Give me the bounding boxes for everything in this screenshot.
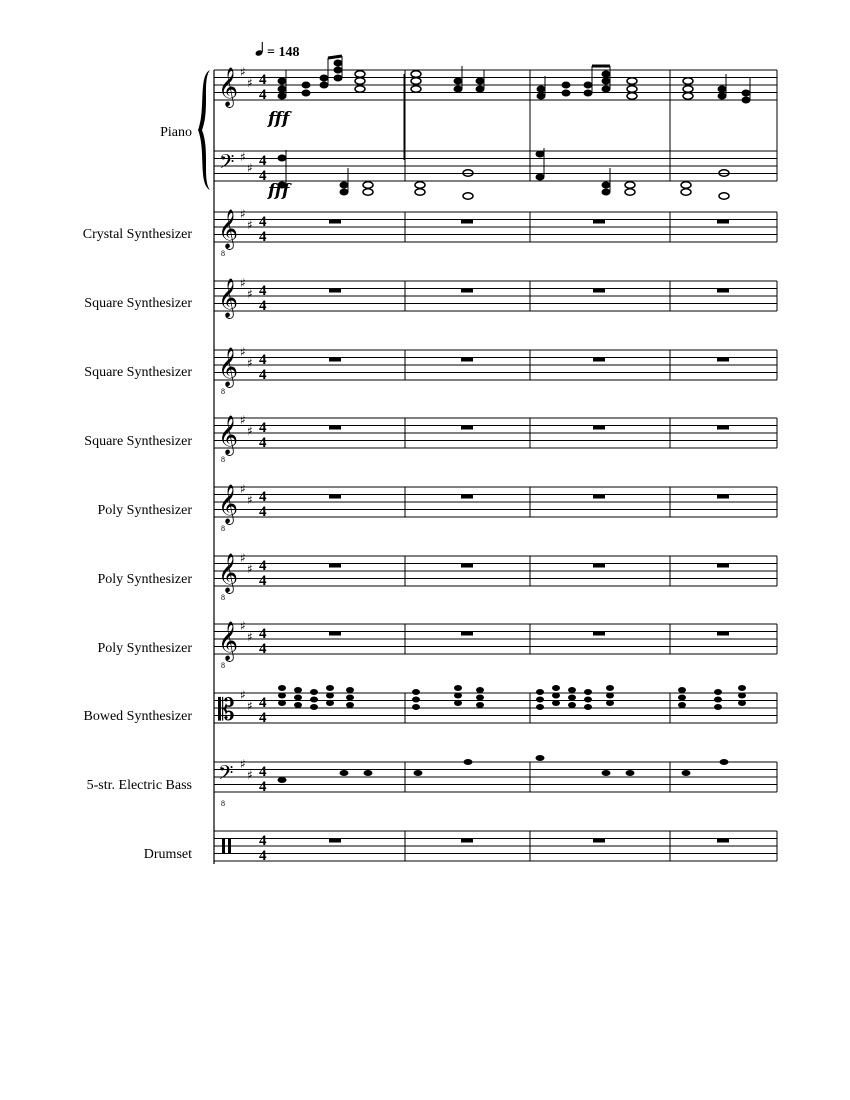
time-signature-top: 4 <box>259 626 267 642</box>
percussion-clef-icon <box>228 839 231 853</box>
note-head <box>714 697 722 703</box>
sharp-icon: ♯ <box>240 482 246 496</box>
time-signature-bottom: 4 <box>259 367 267 383</box>
time-signature-bottom: 4 <box>259 710 267 726</box>
time-signature-bottom: 4 <box>259 641 267 657</box>
instrument-label: Square Synthesizer <box>84 365 192 380</box>
note-head <box>738 685 746 691</box>
sharp-icon: ♯ <box>240 413 246 427</box>
treble-clef-icon: 𝄞 <box>218 67 239 107</box>
sharp-icon: ♯ <box>247 218 253 232</box>
note-head <box>310 697 318 703</box>
whole-rest-icon <box>461 564 473 568</box>
time-signature-bottom: 4 <box>259 229 267 245</box>
time-signature <box>259 72 267 184</box>
whole-rest-icon <box>593 426 605 430</box>
svg-text:♯: ♯ <box>247 76 253 90</box>
percussion-clef-icon <box>222 839 225 853</box>
octave-marker: 8 <box>221 799 225 808</box>
whole-rest-icon <box>717 220 729 224</box>
staff <box>214 276 777 319</box>
note-head <box>714 689 722 695</box>
whole-rest-icon <box>461 839 473 843</box>
note-head <box>476 695 484 701</box>
treble-clef-icon: 𝄞 <box>218 347 239 387</box>
note-head <box>346 687 354 693</box>
alto-clef-icon: 𝄡 <box>218 693 235 728</box>
whole-rest-icon <box>717 564 729 568</box>
svg-text:♯: ♯ <box>247 161 253 175</box>
note-head <box>552 693 560 699</box>
time-signature-top: 4 <box>259 214 267 230</box>
note-head <box>568 702 576 708</box>
time-signature-top: 4 <box>259 283 267 299</box>
note-head <box>412 689 420 695</box>
bass-clef-icon: 𝄢 <box>219 150 235 178</box>
note-head <box>454 700 462 706</box>
treble-clef-icon: 𝄞 <box>218 553 239 593</box>
treble-clef-icon: 𝄞 <box>218 415 239 455</box>
dynamic-marking: fff <box>268 181 290 201</box>
note-head <box>568 687 576 693</box>
note-head <box>294 695 302 701</box>
note-head <box>568 695 576 701</box>
note-head <box>346 702 354 708</box>
treble-clef-icon: 𝄞 <box>218 484 239 524</box>
staff <box>214 619 777 670</box>
note-head <box>682 770 691 776</box>
whole-rest-icon <box>329 426 341 430</box>
whole-rest-icon <box>593 564 605 568</box>
note-head <box>278 700 286 706</box>
note-head <box>584 697 592 703</box>
instrument-label: Bowed Synthesizer <box>83 709 192 724</box>
staff <box>214 755 777 808</box>
whole-rest-icon <box>461 495 473 499</box>
note-head <box>454 685 462 691</box>
treble-clef-icon: 𝄞 <box>218 621 239 661</box>
sharp-icon: ♯ <box>247 768 253 782</box>
staff <box>214 482 777 533</box>
staff <box>214 551 777 602</box>
note-head <box>738 700 746 706</box>
sharp-icon: ♯ <box>240 276 246 290</box>
svg-text:4: 4 <box>259 72 267 88</box>
whole-rest-icon <box>329 632 341 636</box>
note-head <box>738 693 746 699</box>
whole-rest-icon <box>593 220 605 224</box>
instrument-label: Poly Synthesizer <box>97 641 192 656</box>
whole-rest-icon <box>329 358 341 362</box>
note-head <box>476 702 484 708</box>
staff <box>214 831 777 864</box>
dynamic-marking: fff <box>268 109 290 129</box>
time-signature-top: 4 <box>259 420 267 436</box>
note-head <box>720 759 729 765</box>
sharp-icon: ♯ <box>240 757 246 771</box>
note-head <box>464 759 473 765</box>
note-head <box>278 777 287 783</box>
note-head <box>584 704 592 710</box>
svg-text:4: 4 <box>259 153 267 169</box>
whole-rest-icon <box>329 495 341 499</box>
time-signature-top: 4 <box>259 489 267 505</box>
note-head <box>346 695 354 701</box>
instrument-label: 5-str. Electric Bass <box>86 778 192 793</box>
time-signature-bottom: 4 <box>259 298 267 314</box>
treble-clef-icon: 𝄞 <box>218 209 239 249</box>
whole-rest-icon <box>717 289 729 293</box>
octave-marker: 8 <box>221 661 225 670</box>
note-head <box>584 689 592 695</box>
instrument-staves <box>214 207 777 864</box>
note-head <box>536 697 544 703</box>
note-head <box>606 685 614 691</box>
whole-rest-icon <box>329 220 341 224</box>
time-signature-top: 4 <box>259 352 267 368</box>
note-head <box>326 693 334 699</box>
whole-rest-icon <box>461 220 473 224</box>
note-head <box>326 685 334 691</box>
time-signature-bottom: 4 <box>259 435 267 451</box>
note-head <box>626 770 635 776</box>
note-head <box>552 700 560 706</box>
time-signature-top: 4 <box>259 764 267 780</box>
tempo-marking <box>255 42 300 60</box>
sharp-icon: ♯ <box>247 699 253 713</box>
bass-clef-icon: 𝄢 <box>218 761 234 789</box>
piano-treble-notes <box>278 56 750 160</box>
whole-rest-icon <box>717 839 729 843</box>
svg-text:♯: ♯ <box>240 150 246 164</box>
sharp-icon: ♯ <box>240 551 246 565</box>
note-head <box>294 687 302 693</box>
note-head <box>310 704 318 710</box>
staff <box>214 685 777 728</box>
sharp-icon: ♯ <box>240 688 246 702</box>
note-head <box>364 770 373 776</box>
note-head <box>278 693 286 699</box>
whole-rest-icon <box>329 564 341 568</box>
sharp-icon: ♯ <box>247 630 253 644</box>
note-head <box>310 689 318 695</box>
note-head <box>536 755 545 761</box>
note-head <box>678 695 686 701</box>
note-head <box>476 687 484 693</box>
note-head <box>552 685 560 691</box>
sharp-icon: ♯ <box>240 207 246 221</box>
sharp-icon: ♯ <box>240 345 246 359</box>
whole-rest-icon <box>593 632 605 636</box>
whole-rest-icon <box>593 495 605 499</box>
note-head <box>340 770 349 776</box>
svg-text:♯: ♯ <box>240 65 246 79</box>
whole-rest-icon <box>329 839 341 843</box>
time-signature-top: 4 <box>259 695 267 711</box>
time-signature-bottom: 4 <box>259 848 267 864</box>
note-head <box>294 702 302 708</box>
octave-marker: 8 <box>221 593 225 602</box>
sharp-icon: ♯ <box>247 424 253 438</box>
octave-marker: 8 <box>221 387 225 396</box>
note-head <box>536 704 544 710</box>
note-head <box>606 700 614 706</box>
whole-rest-icon <box>593 289 605 293</box>
sharp-icon: ♯ <box>240 619 246 633</box>
whole-rest-icon <box>461 426 473 430</box>
tempo-value: = 148 <box>267 45 300 60</box>
quarter-note-icon <box>255 42 264 57</box>
note-head <box>412 697 420 703</box>
whole-rest-icon <box>593 839 605 843</box>
note-head <box>602 770 611 776</box>
note-head <box>678 687 686 693</box>
instrument-label-piano: Piano <box>160 125 192 140</box>
whole-rest-icon <box>717 358 729 362</box>
note-head <box>412 704 420 710</box>
note-head <box>454 693 462 699</box>
note-head <box>678 702 686 708</box>
octave-marker: 8 <box>221 455 225 464</box>
instrument-label: Poly Synthesizer <box>97 572 192 587</box>
sharp-icon: ♯ <box>247 356 253 370</box>
note-head <box>536 689 544 695</box>
whole-rest-icon <box>461 289 473 293</box>
note-head <box>414 770 423 776</box>
staff <box>214 345 777 396</box>
instrument-label: Square Synthesizer <box>84 296 192 311</box>
sharp-icon: ♯ <box>247 562 253 576</box>
whole-rest-icon <box>329 289 341 293</box>
time-signature-bottom: 4 <box>259 573 267 589</box>
whole-rest-icon <box>593 358 605 362</box>
octave-marker: 8 <box>221 249 225 258</box>
whole-rest-icon <box>717 632 729 636</box>
treble-clef-icon: 𝄞 <box>218 278 239 318</box>
staff <box>214 413 777 464</box>
time-signature-bottom: 4 <box>259 779 267 795</box>
octave-marker: 8 <box>221 524 225 533</box>
svg-text:4: 4 <box>259 87 267 103</box>
whole-rest-icon <box>461 632 473 636</box>
sharp-icon: ♯ <box>247 287 253 301</box>
note-head <box>714 704 722 710</box>
instrument-label: Square Synthesizer <box>84 434 192 449</box>
time-signature-top: 4 <box>259 558 267 574</box>
instrument-label: Poly Synthesizer <box>97 503 192 518</box>
whole-rest-icon <box>461 358 473 362</box>
staff <box>214 207 777 258</box>
piano-bass-staff <box>214 151 777 181</box>
note-head <box>326 700 334 706</box>
piano-brace-icon <box>198 70 210 190</box>
whole-rest-icon <box>717 426 729 430</box>
whole-rest-icon <box>717 495 729 499</box>
instrument-label: Drumset <box>143 847 192 862</box>
time-signature-bottom: 4 <box>259 504 267 520</box>
note-head <box>278 685 286 691</box>
note-head <box>606 693 614 699</box>
time-signature-top: 4 <box>259 833 267 849</box>
svg-text:4: 4 <box>259 168 267 184</box>
instrument-label: Crystal Synthesizer <box>82 227 192 242</box>
sharp-icon: ♯ <box>247 493 253 507</box>
